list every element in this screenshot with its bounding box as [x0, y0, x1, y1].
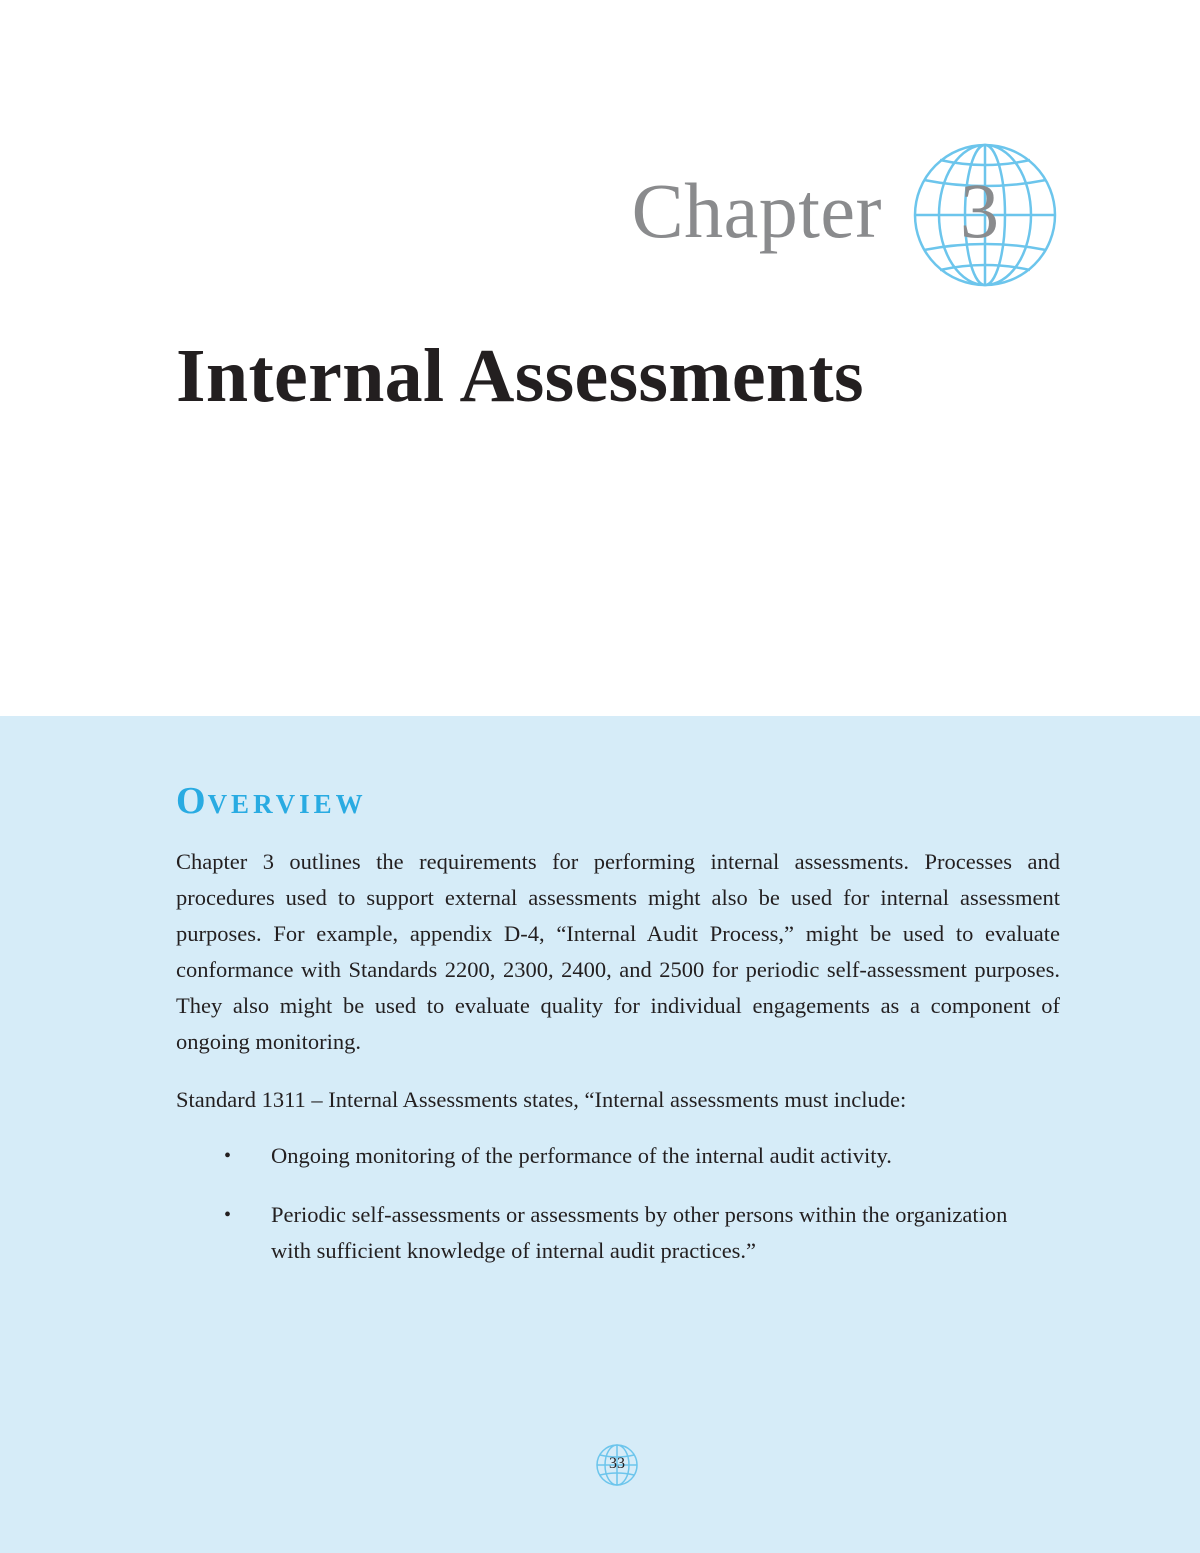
list-item: [176, 1197, 1016, 1269]
list-item-text: Periodic self-assessments or assessments by other persons within the organization with sufficient knowledge of internal audit practices.”: [271, 1202, 1008, 1263]
list-item: [176, 1138, 1016, 1174]
page-number: 33: [609, 1455, 625, 1472]
overview-paragraph: Chapter 3 outlines the requirements for performing internal assessments. Processes and procedures used to support external assessments might also be used for internal assessment purposes. For example, appendix D-4, “Internal Audit Process,” might be used to evaluate conformance with Standards 2200, 2300, 2400, and 2500 for periodic self-assessment purposes. They also might be used to evaluate quality for individual engagements as a component of ongoing monitoring.: [176, 849, 1060, 1054]
overview-body: [176, 844, 1060, 1292]
list-item-text: Ongoing monitoring of the performance of the internal audit activity.: [271, 1143, 892, 1168]
chapter-title: Internal Assessments: [176, 334, 864, 418]
requirements-list: [176, 1138, 1060, 1269]
overview-panel: [0, 716, 1200, 1553]
chapter-label: Chapter: [631, 167, 882, 254]
overview-heading: [176, 782, 367, 820]
overview-heading-initial: O: [176, 780, 208, 822]
bullet-icon: •: [224, 1145, 232, 1167]
page-number-badge: [594, 1442, 640, 1488]
chapter-number: 3: [960, 167, 999, 254]
overview-heading-rest: VERVIEW: [207, 789, 367, 819]
standard-intro-paragraph: Standard 1311 – Internal Assessments states, “Internal assessments must include:: [176, 1087, 907, 1112]
bullet-icon: •: [224, 1204, 232, 1226]
